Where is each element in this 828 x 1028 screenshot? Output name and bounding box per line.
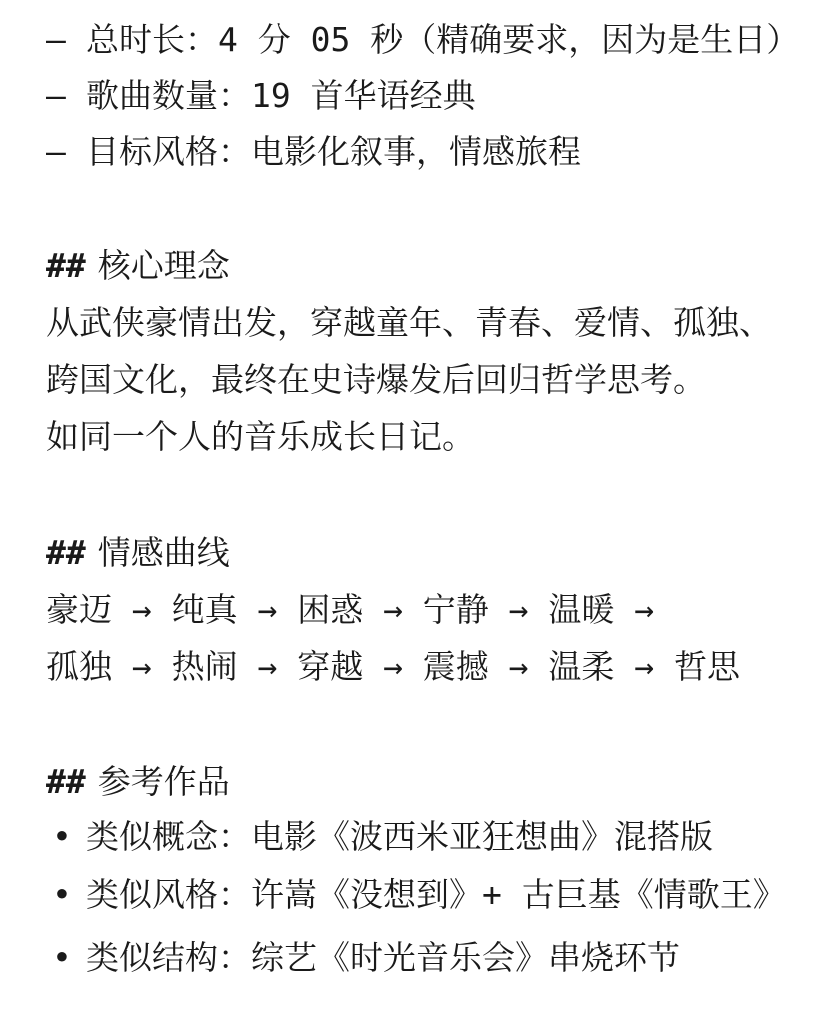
paragraph-line: 如同一个人的音乐成长日记。 bbox=[46, 417, 475, 456]
heading-hash: ## bbox=[46, 246, 86, 285]
list-item-text: 类似风格：许嵩《没想到》+ 古巨基《情歌王》 bbox=[86, 875, 786, 914]
list-item-text: 类似结构：综艺《时光音乐会》串烧环节 bbox=[86, 938, 680, 977]
list-item bbox=[46, 817, 713, 857]
heading-text: 参考作品 bbox=[97, 762, 230, 801]
meta-item-text: 总时长：4 分 05 秒（精确要求，因为是生日） bbox=[86, 20, 800, 59]
list-item bbox=[46, 875, 786, 915]
heading-core-concept bbox=[46, 246, 230, 286]
heading-emotion-curve bbox=[46, 533, 230, 573]
meta-item-text: 目标风格：电影化叙事，情感旅程 bbox=[86, 132, 581, 171]
bullet-icon: • bbox=[52, 938, 72, 977]
heading-references bbox=[46, 762, 230, 802]
paragraph-line: 从武侠豪情出发，穿越童年、青春、爱情、孤独、 bbox=[46, 303, 772, 342]
heading-hash: ## bbox=[46, 533, 86, 572]
list-item-text: 类似概念：电影《波西米亚狂想曲》混搭版 bbox=[86, 817, 713, 856]
list-dash: – bbox=[46, 132, 66, 171]
list-item bbox=[46, 938, 680, 978]
list-dash: – bbox=[46, 76, 66, 115]
meta-item-text: 歌曲数量：19 首华语经典 bbox=[86, 76, 476, 115]
emotion-curve-line: 豪迈 → 纯真 → 困惑 → 宁静 → 温暖 → bbox=[46, 590, 655, 629]
heading-hash: ## bbox=[46, 762, 86, 801]
meta-item-style bbox=[46, 132, 581, 172]
meta-item-song-count bbox=[46, 76, 476, 116]
list-dash: – bbox=[46, 20, 66, 59]
bullet-icon: • bbox=[52, 817, 72, 856]
emotion-curve-line: 孤独 → 热闹 → 穿越 → 震撼 → 温柔 → 哲思 bbox=[46, 647, 741, 686]
bullet-icon: • bbox=[52, 875, 72, 914]
heading-text: 情感曲线 bbox=[97, 533, 230, 572]
meta-item-duration bbox=[46, 20, 799, 60]
paragraph-line: 跨国文化，最终在史诗爆发后回归哲学思考。 bbox=[46, 360, 706, 399]
heading-text: 核心理念 bbox=[97, 246, 230, 285]
